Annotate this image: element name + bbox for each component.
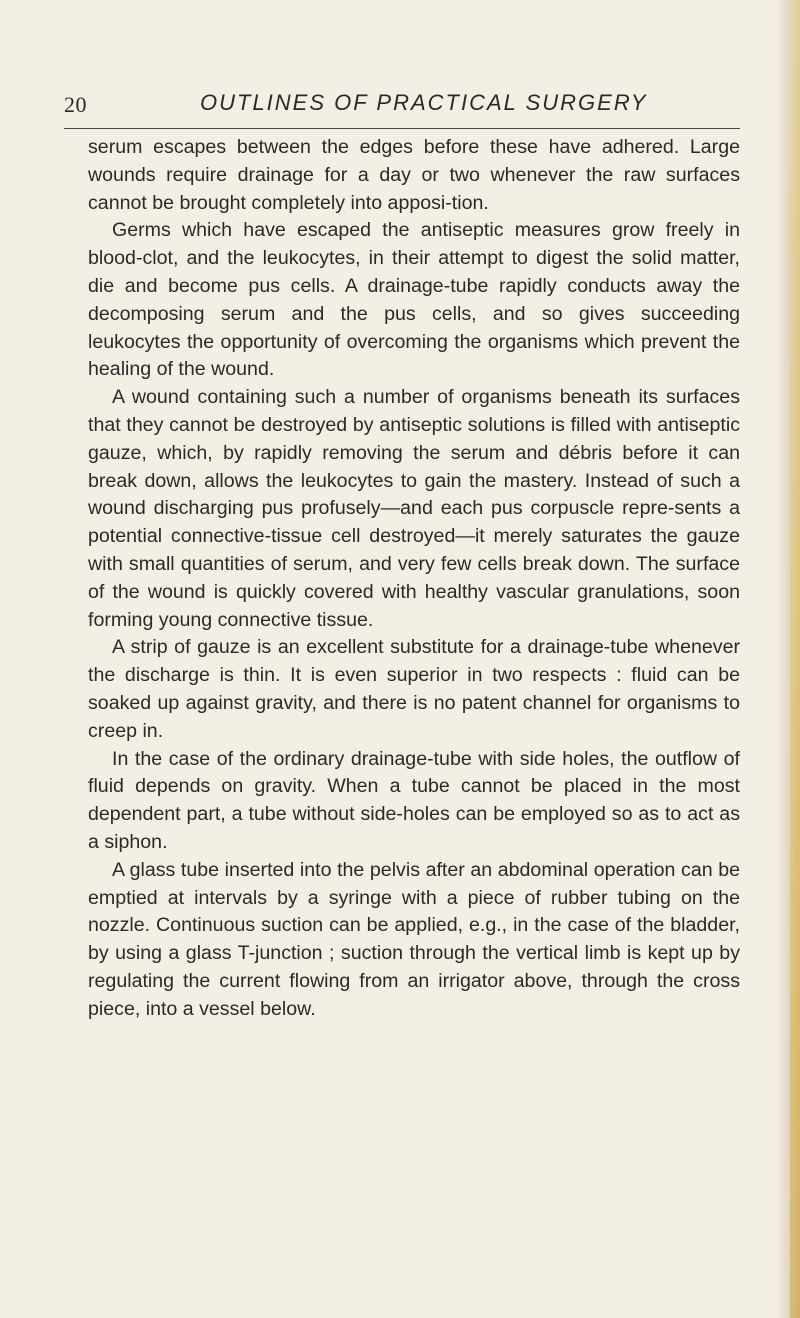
paragraph-5: In the case of the ordinary drainage-tube with side holes, the outflow of fluid depends on gravity. When a tube cannot be placed in the most dependent part, a tube without side-holes can be employed so as to act as a siphon. <box>88 747 740 853</box>
header-rule <box>64 128 740 129</box>
running-title: OUTLINES OF PRACTICAL SURGERY <box>200 90 648 115</box>
paragraph-3: A wound containing such a number of organisms beneath its surfaces that they cannot be destroyed by antiseptic solutions is filled with antiseptic gauze, which, by rapidly removing the serum and débris before it can break down, allows the leukocytes to gain the mastery. Instead of such a wound discharging pus profusely—and each pus corpuscle repre-sents a potential connective-tissue cell destroyed—it merely saturates the gauze with small quantities of serum, and very few cells break down. The surface of the wound is quickly covered with healthy vascular granulations, soon forming young connective tissue. <box>88 386 740 631</box>
page-edge-discoloration <box>790 0 800 1318</box>
paragraph-1: serum escapes between the edges before these have adhered. Large wounds require drainage for a day or two whenever the raw surfaces cannot be brought completely into apposi-tion. <box>88 136 740 214</box>
paragraph-2: Germs which have escaped the antiseptic measures grow freely in blood-clot, and the leukocytes, in their attempt to digest the solid matter, die and become pus cells. A drainage-tube rapidly conducts away the decomposing serum and the pus cells, and so gives succeeding leukocytes the opportunity of overcoming the organisms which prevent the healing of the wound. <box>88 219 740 381</box>
page-number: 20 <box>64 92 87 117</box>
body-text <box>88 134 740 1024</box>
page-header <box>64 86 740 126</box>
paragraph-6: A glass tube inserted into the pelvis after an abdominal operation can be emptied at intervals by a syringe with a piece of rubber tubing on the nozzle. Continuous suction can be applied, e.g., in the case of the bladder, by using a glass T-junction ; suction through the vertical limb is kept up by regulating the current flowing from an irrigator above, through the cross piece, into a vessel below. <box>88 858 740 1020</box>
paragraph-4: A strip of gauze is an excellent substitute for a drainage-tube whenever the discharge is thin. It is even superior in two respects : fluid can be soaked up against gravity, and there is no patent channel for organisms to creep in. <box>88 636 740 742</box>
